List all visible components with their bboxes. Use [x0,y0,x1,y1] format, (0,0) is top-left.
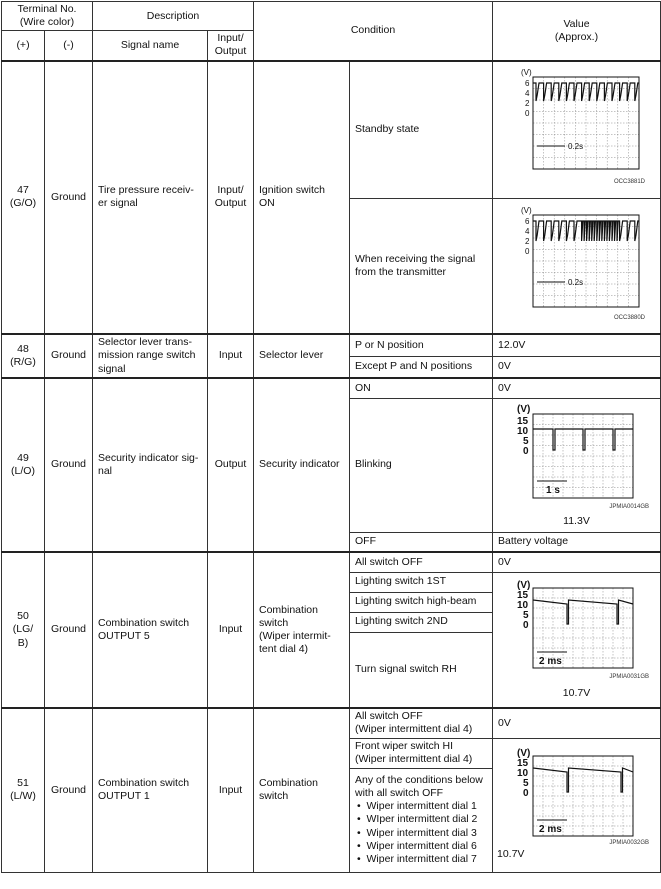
wave-tick: 0 [525,246,530,256]
ground-cell: Ground [45,708,93,872]
terminal-cell: 51 (L/W) [2,708,45,872]
wave-voltage: 10.7V [497,848,525,861]
figure-code: JPMIA0032GB [609,840,649,847]
header-io: Input/ Output [208,31,254,61]
wave-period: 0.2s [568,277,584,287]
ground-cell: Ground [45,61,93,335]
value-cell: Battery voltage [493,532,661,552]
figure-code: OCC3881D [613,178,645,185]
waveform-blinking [497,402,655,514]
list-item: • Wiper intermittent dial 1 [357,800,487,813]
io-cell: Input [208,708,254,872]
table-row-49 [2,378,661,398]
header-value: Value (Approx.) [493,2,661,61]
subcondition-cell: When receiving the signal from the transmitter [350,198,493,334]
wave-period: 0.2s [568,141,584,151]
wave-unit: (V) [521,67,532,77]
table-row-51 [2,708,661,738]
io-cell: Input [208,334,254,378]
wave-tick: 15 [517,589,529,601]
value-cell [493,738,661,872]
waveform-output5 [497,580,655,686]
wave-period: 2 ms [539,655,562,667]
terminal-table [1,1,661,873]
wave-tick: 2 [525,98,530,108]
value-cell: 0V [493,708,661,738]
value-cell [493,398,661,532]
list-item: • WIper intermittent dial 2 [357,813,487,826]
list-item: • Wiper intermittent dial 3 [357,827,487,840]
waveform-output1 [497,748,655,852]
io-cell: Output [208,378,254,552]
ground-cell: Ground [45,378,93,552]
wave-tick: 6 [525,216,530,226]
subcondition-cell: All switch OFF [350,552,493,572]
waveform-standby [497,65,655,195]
header-signal-name: Signal name [93,31,208,61]
condition-cell: Combination switch (Wiper intermit- tent dial 4) [254,552,350,708]
signal-name-cell: Selector lever trans- mission range switch signal [93,334,208,378]
condition-bullet-list [355,800,487,866]
wave-tick: 10 [517,425,529,437]
terminal-cell: 50 (LG/ B) [2,552,45,708]
wave-tick: 15 [517,758,529,770]
wave-tick: 5 [523,778,529,790]
value-cell [493,61,661,199]
subcondition-cell: Blinking [350,398,493,532]
terminal-cell: 48 (R/G) [2,334,45,378]
value-cell: 0V [493,552,661,572]
wave-tick: 0 [523,445,529,457]
subcondition-cell: Lighting switch 1ST [350,572,493,592]
subcondition-cell: Front wiper switch HI (Wiper intermittent dial 4) [350,738,493,768]
wave-tick: 10 [517,768,529,780]
value-cell: 12.0V [493,334,661,356]
wave-unit: (V) [517,748,531,760]
figure-code: JPMIA0014GB [609,503,649,510]
wave-tick: 0 [525,108,530,118]
subcondition-cell: All switch OFF (Wiper intermittent dial 4) [350,708,493,738]
subcondition-cell: ON [350,378,493,398]
condition-cell: Ignition switch ON [254,61,350,335]
terminal-cell: 49 (L/O) [2,378,45,552]
signal-name-cell: Combination switch OUTPUT 5 [93,552,208,708]
table-row-48 [2,334,661,356]
condition-cell: Selector lever [254,334,350,378]
value-cell [493,572,661,708]
wave-tick: 5 [523,609,529,621]
signal-name-cell: Combination switch OUTPUT 1 [93,708,208,872]
signal-name-cell: Security indicator sig- nal [93,378,208,552]
waveform-receiving [497,203,655,329]
condition-cell: Security indicator [254,378,350,552]
wave-voltage: 10.7V [562,686,591,699]
value-cell: 0V [493,378,661,398]
subcondition-cell [350,768,493,872]
ground-cell: Ground [45,334,93,378]
figure-code: OCC3880D [613,314,645,321]
header-description: Description [93,2,254,31]
wave-tick: 5 [523,435,529,447]
value-cell [493,198,661,334]
signal-name-cell: Tire pressure receiv- er signal [93,61,208,335]
subcondition-cell: Lighting switch high-beam [350,592,493,612]
wave-unit: (V) [517,403,531,415]
wave-period: 2 ms [539,824,562,836]
wave-unit: (V) [521,205,532,215]
table-row-47 [2,61,661,199]
oscilloscope-grid [533,77,639,169]
io-cell: Input [208,552,254,708]
header-condition: Condition [254,2,493,61]
header-minus: (-) [45,31,93,61]
terminal-cell: 47 (G/O) [2,61,45,335]
figure-code: JPMIA0031GB [609,673,649,680]
list-item: • Wiper intermittent dial 7 [357,853,487,866]
wave-voltage: 11.3V [563,514,590,527]
wave-tick: 0 [523,619,529,631]
subcondition-cell: Turn signal switch RH [350,632,493,708]
wave-tick: 6 [525,78,530,88]
condition-cell: Combination switch [254,708,350,872]
subcondition-cell: Lighting switch 2ND [350,612,493,632]
subcondition-cell: OFF [350,532,493,552]
wave-period: 1 s [546,484,560,496]
wave-tick: 2 [525,236,530,246]
header-plus: (+) [2,31,45,61]
io-cell: Input/ Output [208,61,254,335]
wave-tick: 4 [525,88,530,98]
waveform-trace [533,429,633,450]
ground-cell: Ground [45,552,93,708]
table-row-50 [2,552,661,572]
header-terminal-no: Terminal No. (Wire color) [2,2,93,31]
wave-tick: 4 [525,226,530,236]
subcondition-cell: Standby state [350,61,493,199]
wave-unit: (V) [517,579,531,591]
wave-tick: 0 [523,788,529,800]
subcondition-text: Any of the conditions below with all switch OFF [355,774,483,800]
wave-tick: 10 [517,599,529,611]
value-cell: 0V [493,356,661,378]
list-item: • Wiper intermittent dial 6 [357,840,487,853]
wave-tick: 15 [517,415,529,427]
subcondition-cell: P or N position [350,334,493,356]
subcondition-cell: Except P and N positions [350,356,493,378]
